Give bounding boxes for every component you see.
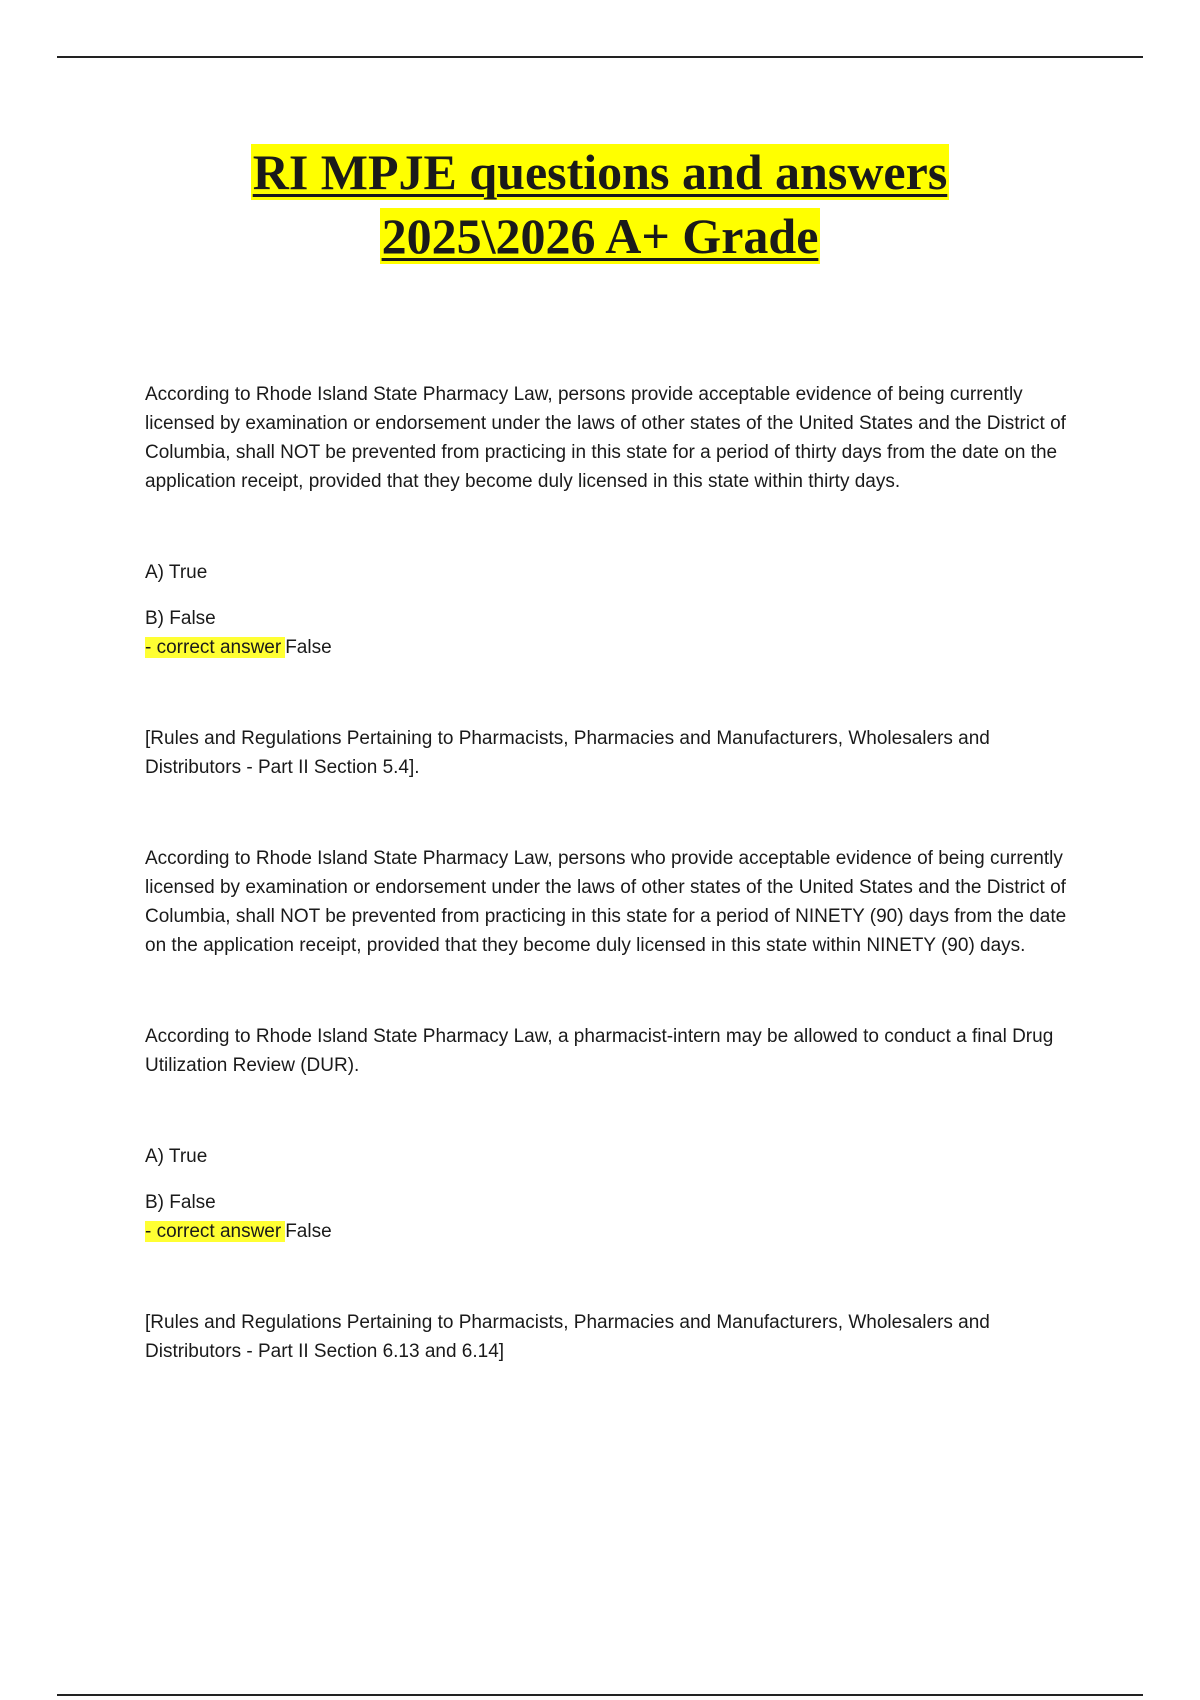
- top-rule: [57, 56, 1143, 58]
- question-1-text: According to Rhode Island State Pharmacy Law, persons provide acceptable evidence of being currently licensed by examination or endorsement under the laws of other states of the United States and the District of Columbia, shall NOT be prevented from practicing in this state for a period of thirty days from the date on the application receipt, provided that they become duly licensed in this state within thirty days.: [145, 384, 1066, 492]
- title-line-2: 2025\2026 A+ Grade: [381, 208, 819, 264]
- answer-label-highlight: - correct answer: [145, 637, 285, 658]
- answer-value: False: [285, 1221, 332, 1242]
- document-title: [0, 140, 1200, 268]
- question-3-reference: [Rules and Regulations Pertaining to Pharmacists, Pharmacies and Manufacturers, Wholesalers and Distributors - Part II Section 6.13 and 6.14]: [145, 1312, 990, 1362]
- answer-label-highlight: - correct answer: [145, 1221, 285, 1242]
- question-3-option-b: B) False: [145, 1192, 216, 1213]
- question-3-text: According to Rhode Island State Pharmacy Law, a pharmacist-intern may be allowed to conduct a final Drug Utilization Review (DUR).: [145, 1026, 1054, 1076]
- answer-value: False: [285, 637, 332, 658]
- question-1-answer: [145, 633, 1085, 662]
- question-1-option-b: B) False: [145, 608, 216, 629]
- question-1-reference: [Rules and Regulations Pertaining to Pharmacists, Pharmacies and Manufacturers, Wholesalers and Distributors - Part II Section 5.4].: [145, 728, 990, 778]
- document-body: [145, 380, 1085, 1366]
- question-3-answer: [145, 1217, 1085, 1246]
- question-1-option-a: A) True: [145, 562, 208, 583]
- bottom-rule: [57, 1694, 1143, 1696]
- question-3-option-a: A) True: [145, 1146, 208, 1167]
- title-line-1: RI MPJE questions and answers: [252, 144, 948, 200]
- statement-2-text: According to Rhode Island State Pharmacy Law, persons who provide acceptable evidence of being currently licensed by examination or endorsement under the laws of other states of the United States and the District of Columbia, shall NOT be prevented from practicing in this state for a period of NINETY (90) days from the date on the application receipt, provided that they become duly licensed in this state within NINETY (90) days.: [145, 848, 1067, 956]
